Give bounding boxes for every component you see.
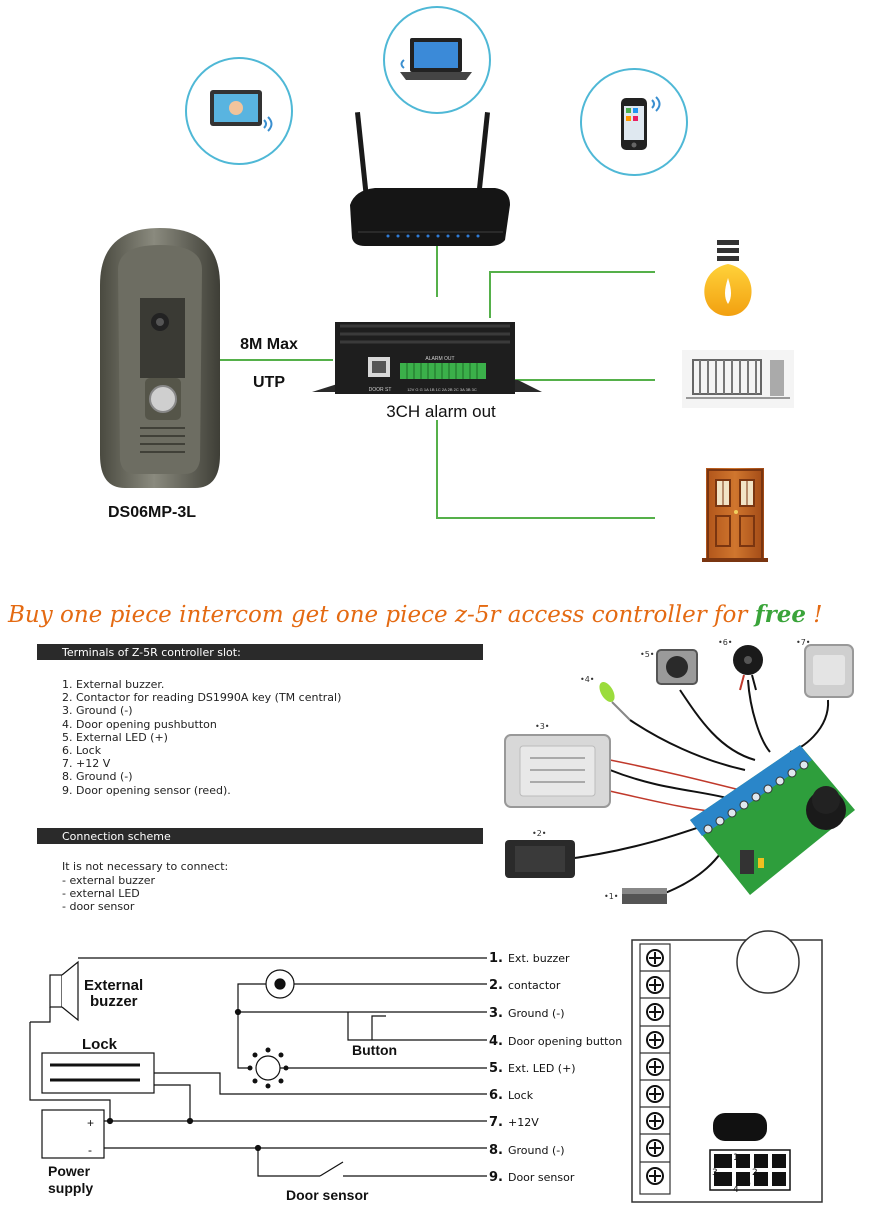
terminal-item: 2. Contactor for reading DS1990A key (TM central) [62, 691, 342, 704]
ext-buzzer-label: External [84, 977, 144, 994]
terminals-header: Terminals of Z-5R controller slot: [62, 646, 241, 659]
pushbutton-photo [657, 650, 697, 684]
contactor-photo [505, 840, 575, 878]
terminals-list [62, 678, 341, 797]
photo-label: •7• [796, 638, 811, 647]
pin-label: +12V [507, 1116, 539, 1129]
terminal-item: 8. Ground (-) [62, 770, 133, 783]
router-icon [350, 112, 510, 246]
sliding-gate-icon [682, 350, 794, 408]
lock-symbol [42, 1053, 154, 1093]
laptop-circle [384, 7, 490, 113]
controller-photo [505, 638, 855, 904]
power-supply-label: supply [48, 1180, 94, 1196]
speaker-icon [50, 962, 78, 1020]
door-icon [702, 468, 768, 562]
pin-label: Ext. buzzer [507, 952, 570, 965]
laptop-icon [400, 38, 472, 80]
photo-label: •2• [532, 829, 547, 838]
lock-label: Lock [82, 1036, 118, 1053]
terminal-item: 3. Ground (-) [62, 704, 133, 717]
pin-row [489, 1170, 575, 1185]
lock-photo [505, 735, 610, 807]
door-sensor-label: Door sensor [286, 1187, 369, 1203]
pin-num: 7. [489, 1115, 503, 1130]
pin-labels [489, 951, 622, 1185]
light-bulb-icon [704, 240, 751, 316]
box-port-left: DOOR ST [368, 387, 392, 393]
pin-num: 5. [489, 1061, 503, 1076]
minus-label: - [88, 1143, 92, 1157]
plus-label: + [87, 1116, 95, 1130]
door-sensor-symbol [258, 1148, 320, 1176]
box-port-right: ALARM OUT [425, 356, 455, 362]
pin-num: 4. [489, 1034, 503, 1049]
terminal-item: 6. Lock [62, 744, 102, 757]
jumper-label: 4 [733, 1185, 739, 1195]
camera-label: DS06MP-3L [107, 504, 197, 521]
pin-num: 3. [489, 1006, 503, 1021]
button-label: Button [352, 1042, 398, 1058]
z5r-board [690, 745, 855, 895]
connection-item: - door sensor [62, 900, 135, 913]
led-photo [596, 679, 630, 720]
photo-label: •1• [604, 892, 619, 901]
jumper-label: 3 [712, 1168, 718, 1178]
pin-row [489, 1143, 565, 1158]
pin-label: Lock [507, 1089, 534, 1102]
pin-label: Ext. LED (+) [507, 1062, 576, 1075]
board-chip [713, 1113, 767, 1141]
tablet-circle [186, 58, 292, 164]
pin-row [489, 1006, 565, 1021]
phone-circle [581, 69, 687, 175]
jumper-block [710, 1150, 790, 1195]
pin-label: Ground (-) [507, 1144, 565, 1157]
terminal-item: 7. +12 V [62, 757, 111, 770]
terminal-item: 9. Door opening sensor (reed). [62, 784, 231, 797]
reader-photo [805, 645, 853, 697]
jumper-label: b [745, 1179, 751, 1189]
pin-label: Door opening button [507, 1035, 623, 1048]
pin-label: Door sensor [507, 1171, 575, 1184]
pin-row [489, 951, 570, 966]
photo-label: •4• [580, 675, 595, 684]
pin-row [489, 1034, 622, 1049]
pin-num: 8. [489, 1143, 503, 1158]
pin-label: contactor [507, 979, 561, 992]
board-outline [632, 931, 822, 1202]
power-supply-label: Power [48, 1163, 91, 1179]
pin-row [489, 1088, 534, 1103]
terminal-item: 4. Door opening pushbutton [62, 718, 217, 731]
cable-type-label: UTP [253, 374, 285, 391]
connection-item: - external buzzer [62, 874, 156, 887]
alarm-box [312, 322, 542, 394]
ext-buzzer-label: buzzer [90, 993, 138, 1010]
terminal-screws [647, 950, 663, 1184]
jumper-label: 1 [733, 1153, 739, 1163]
pin-num: 1. [489, 951, 503, 966]
pin-num: 6. [489, 1088, 503, 1103]
jumper-label: a [745, 1152, 751, 1162]
photo-label: •5• [640, 650, 655, 659]
doorbell-camera [100, 228, 220, 488]
terminal-item: 1. External buzzer. [62, 678, 165, 691]
box-label: 3CH alarm out [386, 402, 496, 421]
pin-row [489, 978, 561, 993]
pin-row [489, 1115, 539, 1130]
board-buzzer-circle [737, 931, 799, 993]
terminal-item: 5. External LED (+) [62, 731, 168, 744]
pin-label: Ground (-) [507, 1007, 565, 1020]
pin-row [489, 1061, 576, 1076]
pin-num: 2. [489, 978, 503, 993]
promo-end: ! [805, 602, 823, 628]
photo-label: •6• [718, 638, 733, 647]
power-supply-symbol [42, 1110, 104, 1158]
promo-banner [7, 601, 823, 628]
promo-main: Buy one piece intercom get one piece z-5r access controller for [8, 602, 755, 628]
promo-free: free [754, 601, 806, 628]
connection-notes [62, 860, 228, 913]
connection-header: Connection scheme [62, 830, 171, 843]
connection-intro: It is not necessary to connect: [62, 860, 229, 873]
reed-sensor-photo [622, 888, 667, 904]
cable-spec-label: 8M Max [240, 336, 298, 353]
photo-label: •3• [535, 722, 550, 731]
box-pins: 12V G G 1A 1B 1C 2A 2B 2C 3A 3B 3C [407, 387, 477, 392]
button-symbol [348, 1012, 487, 1040]
network-diagram [100, 7, 794, 562]
connection-item: - external LED [62, 887, 140, 900]
pin-num: 9. [489, 1170, 503, 1185]
jumper-label: 2 [752, 1168, 758, 1178]
